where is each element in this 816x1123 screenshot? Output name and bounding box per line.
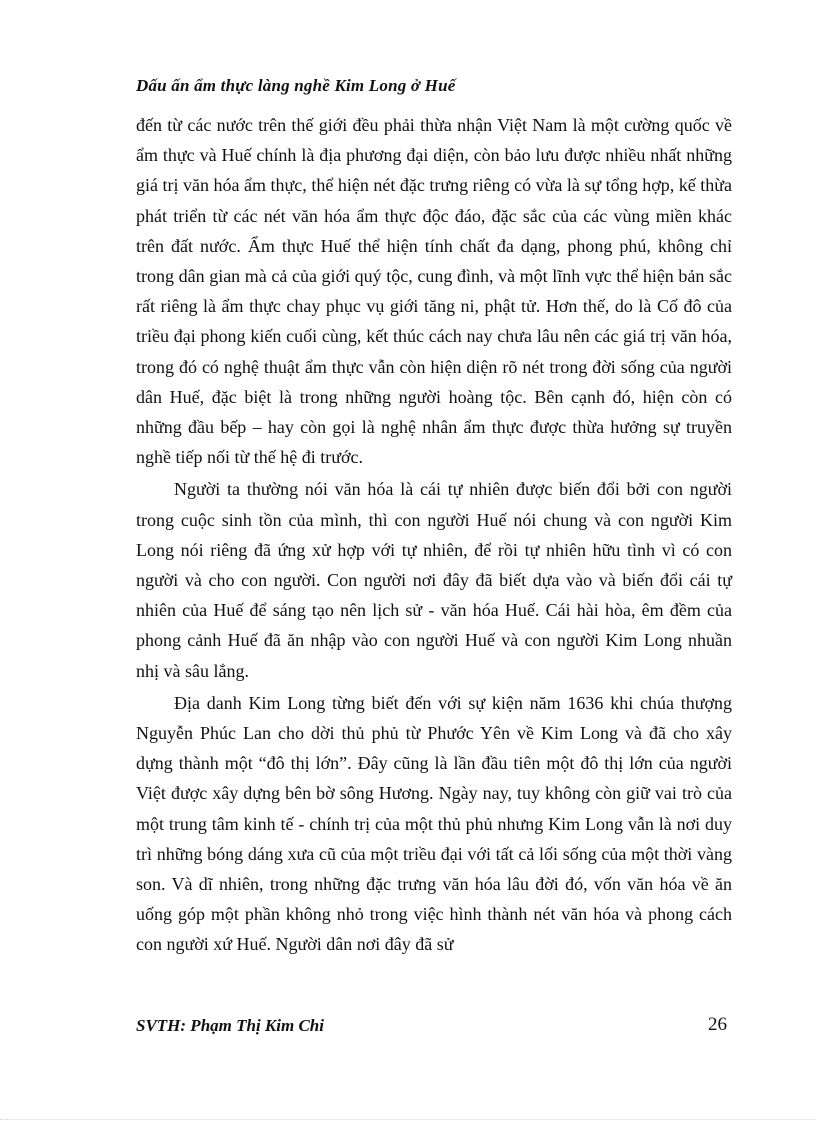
running-header-title: Dấu ấn ẩm thực làng nghề Kim Long ở Huế — [136, 76, 456, 95]
body-text — [136, 110, 732, 962]
page-number: 26 — [708, 1014, 727, 1035]
paragraph-continuation: đến từ các nước trên thế giới đều phải thừa nhận Việt Nam là một cường quốc về ẩm thực và Huế chính là địa phương đại diện, còn bảo lưu được nhiều nhất những giá trị văn hóa ẩm thực, thể hiện nét đặc trưng riêng có vừa là sự tổng hợp, kế thừa phát triển từ các nét văn hóa ẩm thực độc đáo, đặc sắc của các vùng miền khác trên đất nước. Ẩm thực Huế thể hiện tính chất đa dạng, phong phú, không chỉ trong dân gian mà cả của giới quý tộc, cung đình, và một lĩnh vực thể hiện bản sắc rất riêng là ẩm thực chay phục vụ giới tăng ni, phật tử. Hơn thế, do là Cố đô của triều đại phong kiến cuối cùng, kết thúc cách nay chưa lâu nên các giá trị văn hóa, trong đó có nghệ thuật ẩm thực vẫn còn hiện diện rõ nét trong đời sống của người dân Huế, đặc biệt là trong những người hoàng tộc. Bên cạnh đó, hiện còn có những đầu bếp – hay còn gọi là nghệ nhân ẩm thực được thừa hưởng sự truyền nghề tiếp nối từ thế hệ đi trước. — [136, 115, 732, 468]
footer-author: SVTH: Phạm Thị Kim Chi — [136, 1016, 324, 1035]
paragraph-kim-long-history: Địa danh Kim Long từng biết đến với sự kiện năm 1636 khi chúa thượng Nguyễn Phúc Lan cho dời thủ phủ từ Phước Yên về Kim Long và đã cho xây dựng thành một “đô thị lớn”. Đây cũng là lần đầu tiên một đô thị lớn của người Việt được xây dựng bên bờ sông Hương. Ngày nay, tuy không còn giữ vai trò của một trung tâm kinh tế - chính trị của một thủ phủ nhưng Kim Long vẫn là nơi duy trì những bóng dáng xưa cũ của một triều đại với tất cả lối sống của một thời vàng son. Và dĩ nhiên, trong những đặc trưng văn hóa lâu đời đó, vốn văn hóa về ăn uống góp một phần không nhỏ trong việc hình thành nét văn hóa và phong cách con người xứ Huế. Người dân nơi đây đã sử — [136, 692, 732, 955]
paragraph-culture-nature: Người ta thường nói văn hóa là cái tự nhiên được biến đổi bởi con người trong cuộc sinh tồn của mình, thì con người Huế nói chung và con người Kim Long nói riêng đã ứng xử hợp với tự nhiên, để rồi tự nhiên hữu tình vì có con người và cho con người. Con người nơi đây đã biết dựa vào và biến đổi cái tự nhiên của Huế để sáng tạo nên lịch sử - văn hóa Huế. Cái hài hòa, êm đềm của phong cảnh Huế đã ăn nhập vào con người Huế và con người Kim Long nhuần nhị và sâu lắng. — [136, 479, 732, 681]
page-bottom-divider — [0, 1119, 816, 1120]
